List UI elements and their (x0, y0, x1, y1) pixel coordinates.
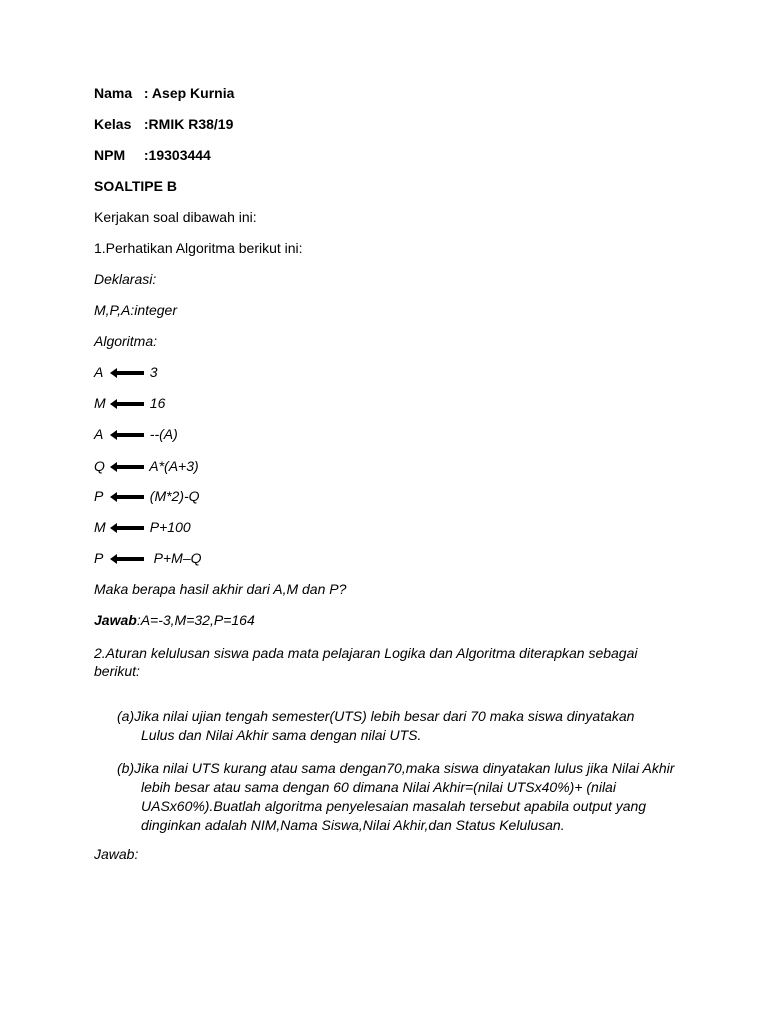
npm-line (94, 146, 211, 164)
q2-rule-b (117, 759, 697, 835)
rule-line: lebih besar atau sama dengan 60 dimana Nilai Akhir=(nilai UTSx40%)+ (nilai (141, 779, 616, 795)
step-variable: A (94, 426, 104, 442)
left-arrow-icon (110, 368, 144, 378)
nama-value: : Asep Kurnia (143, 85, 235, 101)
step-variable: P (94, 488, 104, 504)
algorithm-step (94, 457, 199, 475)
kelas-line (94, 115, 233, 133)
deklarasi-value: M,P,A:integer (94, 302, 178, 318)
rule-line: UASx60%).Buatlah algoritma penyelesaian masalah tersebut apabila output yang (141, 798, 647, 814)
step-expression: A*(A+3) (149, 458, 199, 474)
nama-line (94, 84, 234, 102)
q1-title: 1.Perhatikan Algoritma berikut ini: (94, 240, 303, 256)
step-expression: --(A) (149, 426, 178, 442)
soal-tipe-heading: SOALTIPE B (94, 178, 177, 194)
answer-value: :A=-3,M=32,P=164 (136, 612, 255, 628)
npm-value: :19303444 (143, 147, 211, 163)
step-expression: (M*2)-Q (149, 488, 200, 504)
rule-line: dinginkan adalah NIM,Nama Siswa,Nilai Akhir,dan Status Kelulusan. (141, 817, 565, 833)
kelas-value: :RMIK R38/19 (143, 116, 234, 132)
q2-title (94, 644, 694, 680)
algoritma-label: Algoritma: (94, 333, 158, 349)
step-expression: 3 (149, 364, 158, 380)
algorithm-step (94, 487, 200, 505)
left-arrow-icon (110, 462, 144, 472)
rule-line: (b)Jika nilai UTS kurang atau sama dengan70,maka siswa dinyatakan lulus jika Nilai Akhir (117, 760, 675, 776)
step-variable: A (94, 364, 104, 380)
nama-label: Nama (94, 85, 133, 101)
left-arrow-icon (110, 399, 144, 409)
algorithm-step (94, 549, 202, 567)
step-expression: 16 (149, 395, 166, 411)
intro-text: Kerjakan soal dibawah ini: (94, 209, 257, 225)
algorithm-step (94, 425, 178, 443)
left-arrow-icon (110, 554, 144, 564)
q2-title-line: berikut: (94, 663, 140, 679)
step-variable: Q (94, 458, 105, 474)
left-arrow-icon (110, 523, 144, 533)
npm-label: NPM (94, 147, 126, 163)
answer-label: Jawab (94, 612, 137, 628)
q2-jawab: Jawab: (94, 846, 139, 862)
left-arrow-icon (110, 492, 144, 502)
left-arrow-icon (110, 430, 144, 440)
deklarasi-label: Deklarasi: (94, 271, 157, 287)
algorithm-step (94, 518, 191, 536)
algorithm-step (94, 363, 158, 381)
q1-question: Maka berapa hasil akhir dari A,M dan P? (94, 581, 347, 597)
step-variable: M (94, 395, 106, 411)
step-expression: P+M–Q (149, 550, 202, 566)
q2-rule-a (117, 707, 697, 745)
step-expression: P+100 (149, 519, 191, 535)
step-variable: P (94, 550, 104, 566)
algorithm-step (94, 394, 165, 412)
q1-answer (94, 611, 255, 629)
kelas-label: Kelas (94, 116, 132, 132)
step-variable: M (94, 519, 106, 535)
q2-title-line: 2.Aturan kelulusan siswa pada mata pelajaran Logika dan Algoritma diterapkan sebagai (94, 645, 638, 661)
rule-line: Lulus dan Nilai Akhir sama dengan nilai UTS. (141, 727, 422, 743)
rule-line: (a)Jika nilai ujian tengah semester(UTS) lebih besar dari 70 maka siswa dinyatakan (117, 708, 635, 724)
